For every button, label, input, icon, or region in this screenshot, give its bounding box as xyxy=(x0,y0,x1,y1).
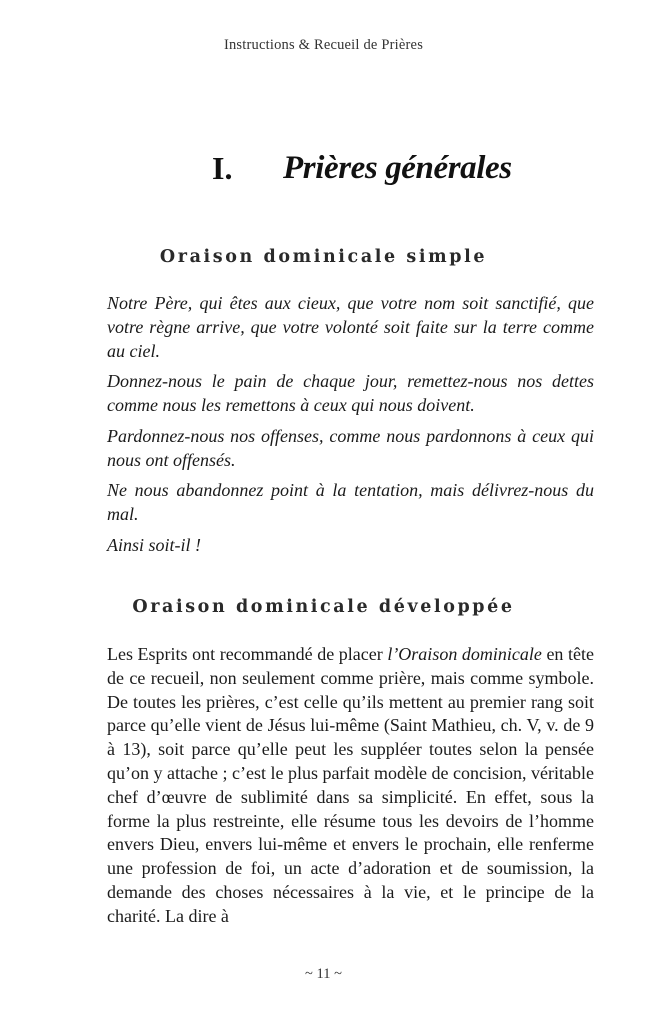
body-text xyxy=(107,643,594,929)
prayer-paragraph: Ne nous abandonnez point à la tentation, mais délivrez-nous du mal. xyxy=(107,480,594,524)
prayer-text xyxy=(107,369,594,417)
body-paragraph xyxy=(107,643,594,929)
prayer-paragraph: Pardonnez-nous nos offenses, comme nous pardonnons à ceux qui nous ont offensés. xyxy=(107,426,594,470)
body-text-part: Les Esprits ont recommandé de placer xyxy=(107,644,388,664)
prayer-paragraph: Notre Père, qui êtes aux cieux, que votre nom soit sanctifié, que votre règne arrive, que votre volonté soit faite sur la terre comme au ciel. xyxy=(107,293,594,361)
prayer-text xyxy=(107,291,594,363)
prayer-amen: Ainsi soit-il ! xyxy=(107,535,201,555)
chapter-title: Prières générales xyxy=(283,150,512,186)
body-text-emphasis: l’Oraison dominicale xyxy=(387,644,542,664)
page-number: ~ 11 ~ xyxy=(305,966,342,982)
running-head: Instructions & Recueil de Prières xyxy=(223,37,424,53)
prayer-text xyxy=(107,533,594,557)
chapter-heading xyxy=(0,150,647,196)
section-heading-simple: Oraison dominicale simple xyxy=(159,247,488,267)
chapter-number: I. xyxy=(212,150,233,186)
prayer-paragraph: Donnez-nous le pain de chaque jour, remettez-nous nos dettes comme nous les remettons à ceux qui nous doivent. xyxy=(107,371,594,415)
prayer-text xyxy=(107,478,594,526)
body-text-part: en tête de ce recueil, non seulement comme prière, mais comme symbole. De toutes les prières, c’est celle qu’ils mettent au premier rang soit parce qu’elle vient de Jésus lui-même (Saint Mathieu, ch. V, v. de 9 à 13), soit parce qu’elle peut les suppléer toutes selon la pensée qu’on y attache ; c’est le plus parfait modèle de concision, véritable chef d’œuvre de sublimité dans sa simplicité. En effet, sous la forme la plus restreinte, elle résume tous les devoirs de l’homme envers Dieu, envers lui-même et envers le prochain, elle renferme une profession de foi, un acte d’adoration et de soumission, la demande des choses nécessaires à la vie, et le principe de la charité. La dire à xyxy=(107,644,594,926)
section-heading-developed: Oraison dominicale développée xyxy=(132,597,515,617)
prayer-text xyxy=(107,424,594,472)
